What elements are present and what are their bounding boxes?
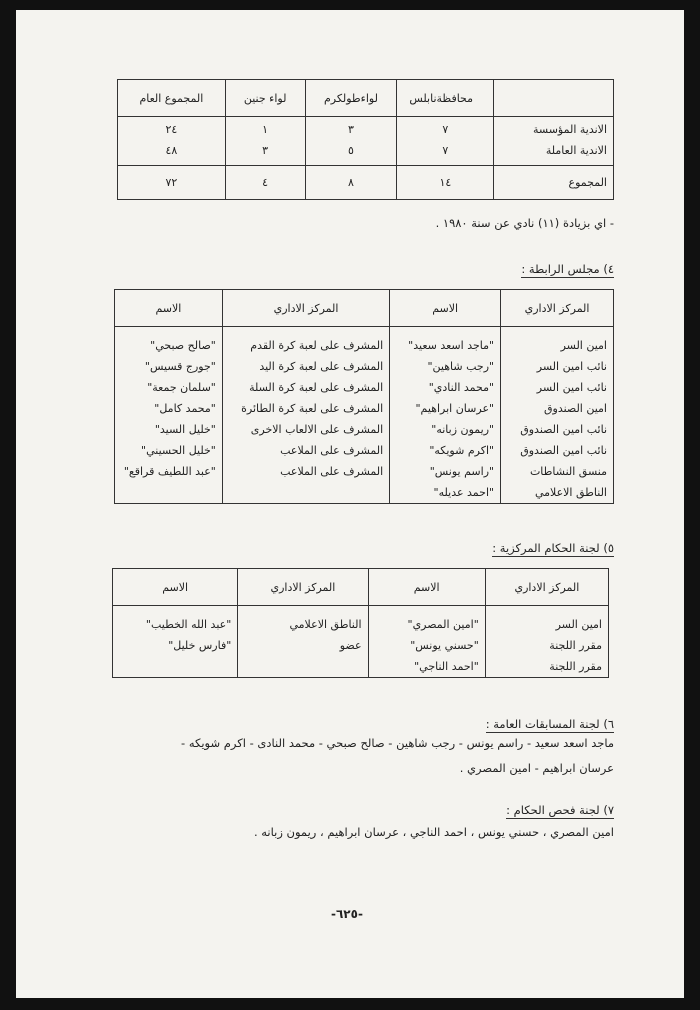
section-heading-competitions: ٦) لجنة المسابقات العامة : xyxy=(485,717,614,731)
table-cell: ١ xyxy=(225,117,305,142)
table-header-cell: المجموع العام xyxy=(118,80,226,117)
table-total-row xyxy=(118,165,614,199)
table-cell xyxy=(113,656,238,678)
table-cell: مقرر اللجنة xyxy=(485,635,608,656)
table-cell xyxy=(222,482,389,504)
table-row xyxy=(115,398,614,419)
table-row xyxy=(115,482,614,504)
table-cell: ٧٢ xyxy=(118,165,226,199)
table-row xyxy=(115,461,614,482)
table-cell: الاندية المؤسسة xyxy=(494,117,614,142)
competitions-members-line-2: عرسان ابراهيم - امين المصري . xyxy=(459,761,614,775)
table-cell: الناطق الاعلامي xyxy=(238,606,368,636)
table-row xyxy=(115,440,614,461)
table-cell: المشرف على لعبة كرة القدم xyxy=(222,327,389,357)
increase-note: - اي بزيادة (١١) نادي عن سنة ١٩٨٠ . xyxy=(435,216,614,230)
table-cell: "ريمون زبانه" xyxy=(390,419,501,440)
table-header-cell: المركز الاداري xyxy=(222,290,389,327)
board-members-table xyxy=(114,289,614,504)
table-cell: "حسني يونس" xyxy=(368,635,485,656)
table-header-row xyxy=(115,290,614,327)
table-row xyxy=(115,356,614,377)
table-row xyxy=(113,606,609,636)
table-cell: ٣ xyxy=(305,117,397,142)
table-header-cell: لواءطولكرم xyxy=(305,80,397,117)
section-heading-board: ٤) مجلس الرابطة : xyxy=(521,262,614,276)
table-cell: ٤٨ xyxy=(118,142,226,166)
table-cell: نائب امين السر xyxy=(501,377,614,398)
referee-examination-members: امين المصري ، حسني يونس ، احمد الناجي ، عرسان ابراهيم ، ريمون زبانه . xyxy=(253,825,614,839)
page-number: -٦٢٥- xyxy=(331,907,363,921)
table-row xyxy=(115,419,614,440)
table-header-cell: المركز الاداري xyxy=(501,290,614,327)
table-header-row xyxy=(113,569,609,606)
table-header-cell: الاسم xyxy=(113,569,238,606)
table-cell: "محمد النادي" xyxy=(390,377,501,398)
table-cell: المشرف على الملاعب xyxy=(222,440,389,461)
table-row xyxy=(115,377,614,398)
table-cell: ٧ xyxy=(397,117,494,142)
table-cell: "اكرم شويكه" xyxy=(390,440,501,461)
table-cell: "امين المصري" xyxy=(368,606,485,636)
table-cell: نائب امين السر xyxy=(501,356,614,377)
table-cell: مقرر اللجنة xyxy=(485,656,608,678)
table-header-cell: الاسم xyxy=(390,290,501,327)
table-cell: "محمد كامل" xyxy=(115,398,223,419)
table-cell: "احمد الناجي" xyxy=(368,656,485,678)
table-cell: نائب امين الصندوق xyxy=(501,419,614,440)
table-cell: ٤ xyxy=(225,165,305,199)
table-cell: "عبد اللطيف قراقع" xyxy=(115,461,223,482)
table-row xyxy=(113,656,609,678)
table-cell: ٢٤ xyxy=(118,117,226,142)
table-cell: ٣ xyxy=(225,142,305,166)
table-cell: "سلمان جمعة" xyxy=(115,377,223,398)
table-cell: "رجب شاهين" xyxy=(390,356,501,377)
table-cell xyxy=(115,482,223,504)
table-cell: "عبد الله الخطيب" xyxy=(113,606,238,636)
table-cell: منسق النشاطات xyxy=(501,461,614,482)
table-cell: نائب امين الصندوق xyxy=(501,440,614,461)
table-cell: ١٤ xyxy=(397,165,494,199)
table-header-cell: محافظةنابلس xyxy=(397,80,494,117)
table-row xyxy=(113,635,609,656)
table-cell: "خليل السيد" xyxy=(115,419,223,440)
table-cell: "جورج قسيس" xyxy=(115,356,223,377)
table-cell: "احمد عديله" xyxy=(390,482,501,504)
table-cell: الاندية العاملة xyxy=(494,142,614,166)
table-header-cell: الاسم xyxy=(115,290,223,327)
document-page xyxy=(16,10,684,998)
table-row xyxy=(118,142,614,166)
table-cell: امين السر xyxy=(485,606,608,636)
section-heading-central-referees: ٥) لجنة الحكام المركزية : xyxy=(492,541,614,555)
table-cell: المشرف على لعبة كرة الطائرة xyxy=(222,398,389,419)
table-cell: المشرف على لعبة كرة السلة xyxy=(222,377,389,398)
table-cell: المشرف على الملاعب xyxy=(222,461,389,482)
table-header-cell xyxy=(494,80,614,117)
table-cell: المشرف على الالعاب الاخرى xyxy=(222,419,389,440)
table-cell: "راسم يونس" xyxy=(390,461,501,482)
table-cell: الناطق الاعلامي xyxy=(501,482,614,504)
table-cell: "عرسان ابراهيم" xyxy=(390,398,501,419)
table-cell: المجموع xyxy=(494,165,614,199)
table-header-cell: المركز الاداري xyxy=(485,569,608,606)
table-header-cell: لواء جنين xyxy=(225,80,305,117)
table-cell: "صالح صبحي" xyxy=(115,327,223,357)
table-cell: "ماجد اسعد سعيد" xyxy=(390,327,501,357)
competitions-members-line-1: ماجد اسعد سعيد - راسم يونس - رجب شاهين - صالح صبحي - محمد النادى - اكرم شويكه - xyxy=(181,736,614,750)
table-header-row xyxy=(118,80,614,117)
table-cell: ٥ xyxy=(305,142,397,166)
table-cell xyxy=(238,656,368,678)
table-header-cell: المركز الاداري xyxy=(238,569,368,606)
table-cell: امين السر xyxy=(501,327,614,357)
table-cell: ٧ xyxy=(397,142,494,166)
table-row xyxy=(118,117,614,142)
section-heading-referee-examination: ٧) لجنة فحص الحكام : xyxy=(506,803,614,817)
referees-committee-table xyxy=(112,568,609,678)
table-cell: "خليل الحسيني" xyxy=(115,440,223,461)
table-cell: ٨ xyxy=(305,165,397,199)
clubs-summary-table xyxy=(117,79,614,200)
table-cell: عضو xyxy=(238,635,368,656)
table-cell: امين الصندوق xyxy=(501,398,614,419)
table-cell: المشرف على لعبة كرة اليد xyxy=(222,356,389,377)
table-row xyxy=(115,327,614,357)
table-header-cell: الاسم xyxy=(368,569,485,606)
table-cell: "فارس خليل" xyxy=(113,635,238,656)
